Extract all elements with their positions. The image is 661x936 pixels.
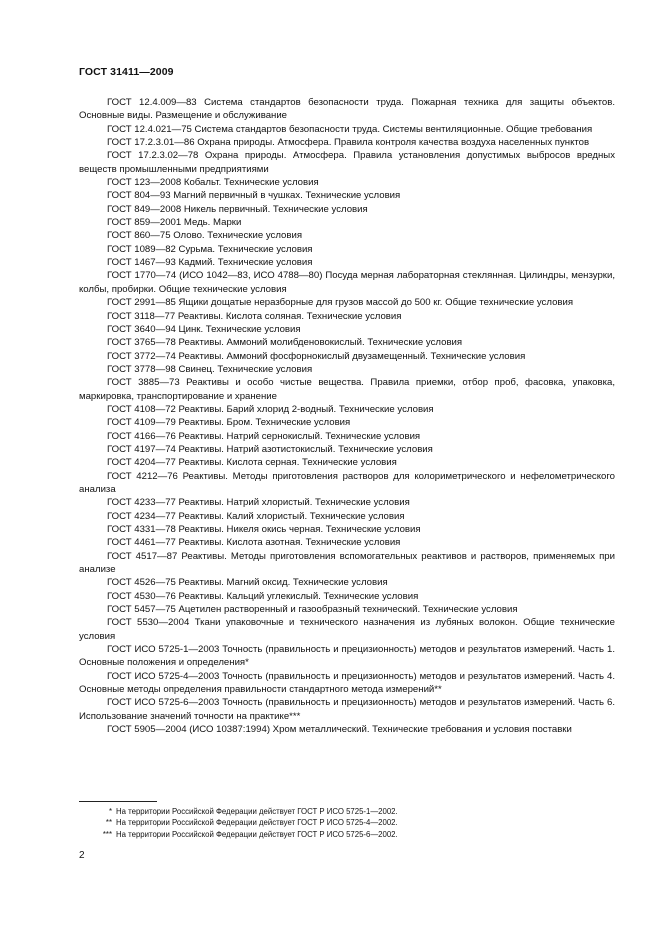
reference-item: ГОСТ 4212—76 Реактивы. Методы приготовления растворов для колориметрического и нефелометрического анализа — [79, 470, 615, 495]
reference-item: ГОСТ 3772—74 Реактивы. Аммоний фосфорнокислый двузамещенный. Технические условия — [107, 350, 526, 362]
reference-item: ГОСТ 804—93 Магний первичный в чушках. Технические условия — [107, 190, 401, 202]
reference-item: ГОСТ 1467—93 Кадмий. Технические условия — [107, 257, 313, 269]
reference-item: ГОСТ 123—2008 Кобальт. Технические условия — [107, 177, 319, 189]
reference-item: ГОСТ 4530—76 Реактивы. Кальций углекислый. Технические условия — [107, 590, 419, 602]
footnote-mark: ** — [105, 818, 112, 828]
reference-item: ГОСТ 5905—2004 (ИСО 10387:1994) Хром металлический. Технические требования и условия поставки — [107, 724, 572, 736]
reference-item: ГОСТ 1770—74 (ИСО 1042—83, ИСО 4788—80) Посуда мерная лабораторная стеклянная. Цилиндры, мензурки, колбы, пробирки. Общие технические условия — [79, 270, 615, 295]
reference-item: ГОСТ 3640—94 Цинк. Технические условия — [107, 323, 301, 335]
reference-item: ГОСТ 17.2.3.02—78 Охрана природы. Атмосфера. Правила установления допустимых выбросов вредных веществ промышленными предприятиями — [79, 150, 615, 175]
reference-item: ГОСТ 17.2.3.01—86 Охрана природы. Атмосфера. Правила контроля качества воздуха населенных пунктов — [107, 137, 590, 149]
reference-item: ГОСТ 1089—82 Сурьма. Технические условия — [107, 243, 313, 255]
reference-item: ГОСТ 5530—2004 Ткани упаковочные и технического назначения из лубяных волокон. Общие технические условия — [79, 617, 615, 642]
reference-item: ГОСТ 3765—78 Реактивы. Аммоний молибденовокислый. Технические условия — [107, 337, 463, 349]
reference-item: ГОСТ 12.4.009—83 Система стандартов безопасности труда. Пожарная техника для защиты объектов. Основные виды. Размещение и обслуживание — [79, 97, 615, 122]
reference-item: ГОСТ 3885—73 Реактивы и особо чистые вещества. Правила приемки, отбор проб, фасовка, упаковка, маркировка, транспортирование и хранение — [79, 377, 615, 402]
normative-references-list — [79, 96, 615, 737]
reference-item: ГОСТ 4204—77 Реактивы. Кислота серная. Технические условия — [107, 457, 397, 469]
footnote-text: На территории Российской Федерации действует ГОСТ Р ИСО 5725-4—2002. — [116, 818, 398, 828]
reference-item: ГОСТ 2991—85 Ящики дощатые неразборные для грузов массой до 500 кг. Общие технические условия — [107, 297, 574, 309]
reference-item: ГОСТ 4108—72 Реактивы. Барий хлорид 2-водный. Технические условия — [107, 403, 434, 415]
reference-item: ГОСТ 4234—77 Реактивы. Калий хлористый. Технические условия — [107, 510, 405, 522]
footnote-item — [79, 817, 615, 828]
reference-item: ГОСТ 4233—77 Реактивы. Натрий хлористый. Технические условия — [107, 497, 410, 509]
footnote-item — [79, 829, 615, 840]
reference-item: ГОСТ 4526—75 Реактивы. Магний оксид. Технические условия — [107, 577, 388, 589]
footnote-text: На территории Российской Федерации действует ГОСТ Р ИСО 5725-6—2002. — [116, 829, 398, 839]
reference-item: ГОСТ 849—2008 Никель первичный. Технические условия — [107, 203, 368, 215]
document-header: ГОСТ 31411—2009 — [79, 66, 174, 78]
reference-item: ГОСТ 3778—98 Свинец. Технические условия — [107, 363, 313, 375]
footnotes-list — [79, 806, 615, 840]
reference-item: ГОСТ 4109—79 Реактивы. Бром. Технические условия — [107, 417, 351, 429]
reference-item: ГОСТ 12.4.021—75 Система стандартов безопасности труда. Системы вентиляционные. Общие требования — [107, 123, 593, 135]
reference-item: ГОСТ 4461—77 Реактивы. Кислота азотная. Технические условия — [107, 537, 401, 549]
reference-item: ГОСТ 5457—75 Ацетилен растворенный и газообразный технический. Технические условия — [107, 604, 518, 616]
reference-item: ГОСТ ИСО 5725-1—2003 Точность (правильность и прецизионность) методов и результатов измерений. Часть 1. Основные положения и определения* — [79, 644, 615, 669]
footnote-text: На территории Российской Федерации действует ГОСТ Р ИСО 5725-1—2002. — [116, 807, 398, 816]
reference-item: ГОСТ ИСО 5725-6—2003 Точность (правильность и прецизионность) методов и результатов измерений. Часть 6. Использование значений точности на практике*** — [79, 697, 615, 722]
reference-item: ГОСТ ИСО 5725-4—2003 Точность (правильность и прецизионность) методов и результатов измерений. Часть 4. Основные методы определения правильности стандартного метода измерений** — [79, 670, 615, 696]
footnote-mark: *** — [102, 829, 112, 839]
reference-item: ГОСТ 859—2001 Медь. Марки — [107, 217, 242, 229]
page-number: 2 — [79, 850, 85, 861]
reference-item: ГОСТ 4166—76 Реактивы. Натрий сернокислый. Технические условия — [107, 430, 421, 442]
reference-item: ГОСТ 860—75 Олово. Технические условия — [107, 230, 303, 242]
footnote-divider — [79, 801, 157, 802]
reference-item: ГОСТ 3118—77 Реактивы. Кислота соляная. Технические условия — [107, 310, 402, 322]
footnote-item — [79, 806, 615, 817]
reference-item: ГОСТ 4517—87 Реактивы. Методы приготовления вспомогательных реактивов и растворов, применяемых при анализе — [79, 550, 615, 576]
footnote-mark: * — [108, 807, 112, 816]
reference-item: ГОСТ 4331—78 Реактивы. Никеля окись черная. Технические условия — [107, 524, 421, 535]
reference-item: ГОСТ 4197—74 Реактивы. Натрий азотистокислый. Технические условия — [107, 443, 433, 455]
